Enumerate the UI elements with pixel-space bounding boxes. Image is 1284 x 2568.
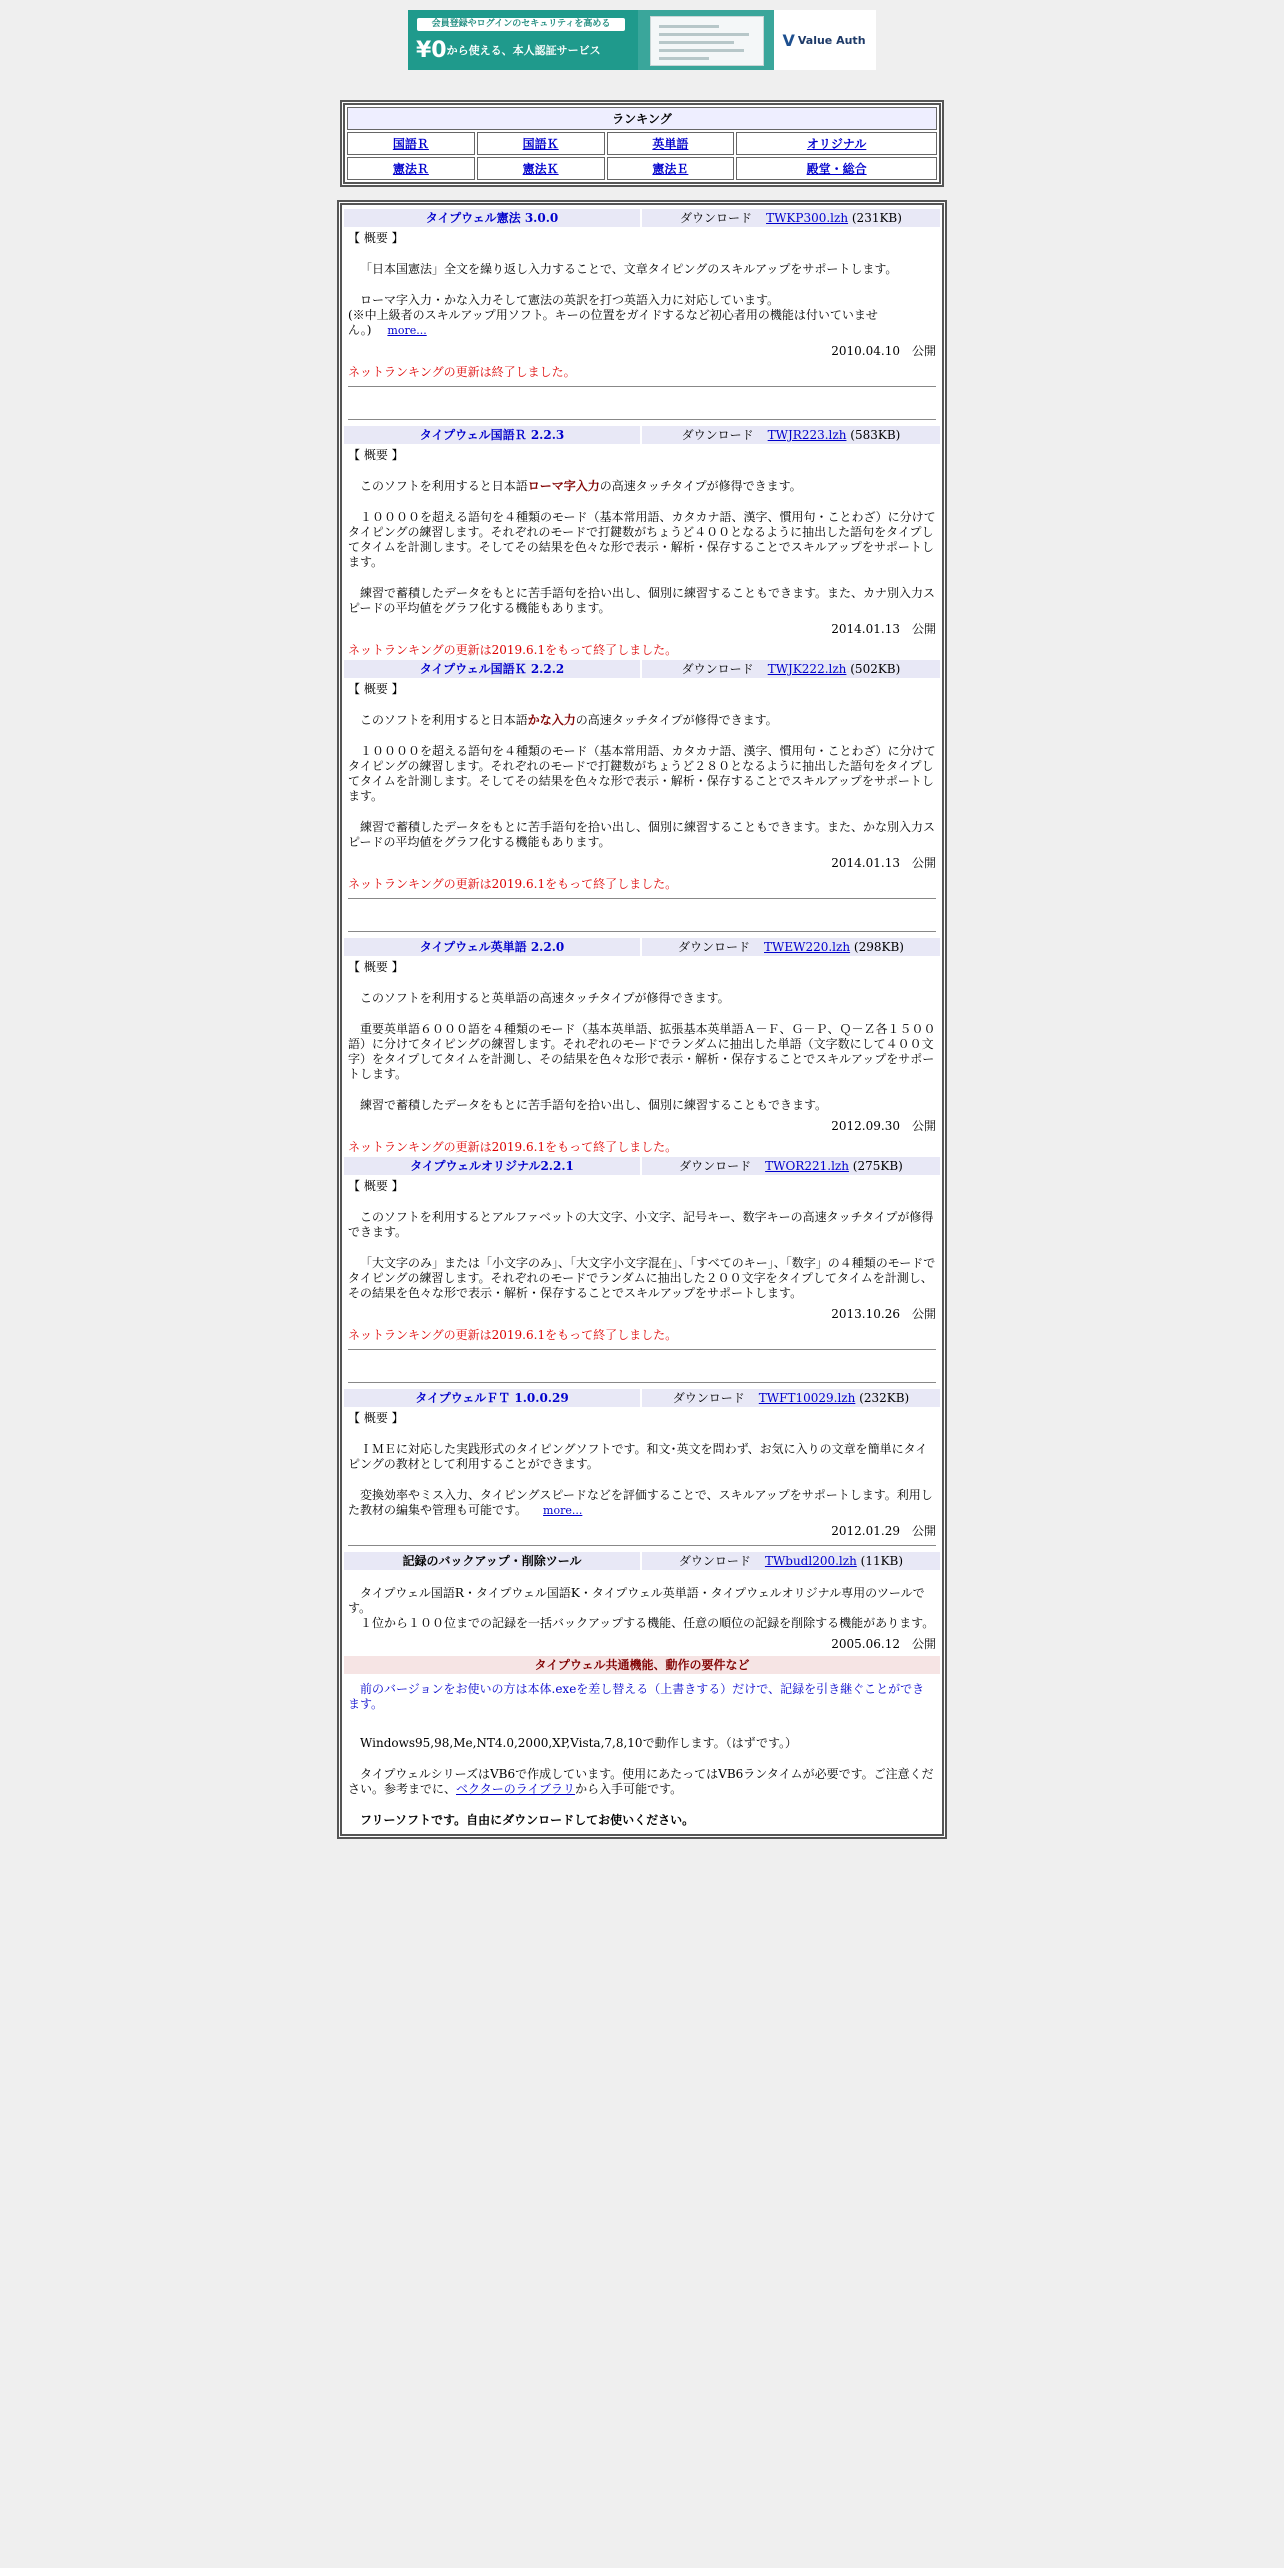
publish-date: 2010.04.10 公開 <box>831 344 936 358</box>
software-title: 記録のバックアップ・削除ツール <box>344 1552 640 1570</box>
download-link-eitango[interactable]: TWEW220.lzh <box>764 940 851 954</box>
file-size: (583KB) <box>850 428 901 442</box>
file-size: (275KB) <box>852 1159 903 1173</box>
file-size: (502KB) <box>850 662 901 676</box>
divider <box>348 931 936 932</box>
description: 「日本国憲法」全文を繰り返し入力することで、文章タイピングのスキルアップをサポートします。 <box>360 262 898 276</box>
runtime-note: タイプウェルシリーズはVB6で作成しています。使用にあたってはVB6ランタイムが必要です。ご注意ください。参考までに、ベクターのライブラリから入手可能です。 <box>348 1767 934 1796</box>
ad-banner[interactable] <box>408 10 876 70</box>
section-eitango <box>344 938 940 1155</box>
description: 重要英単語６０００語を４種類のモード（基本英単語、拡張基本英単語Ａ－Ｆ、Ｇ－Ｐ、Ｑ－Ｚ各１５００語）に分けてタイピングの練習します。それぞれのモードでランダムに抽出した単語（文字数にして４００文字）をタイプしてタイムを計測し、その結果を色々な形で表示・解析・保存することでスキルアップをサポートします。 <box>348 1022 936 1081</box>
description: (※中上級者のスキルアップ用ソフト。キーの位置をガイドするなど初心者用の機能は付いていません。) more... <box>348 308 878 337</box>
ad-banner-headline <box>416 38 601 63</box>
description: このソフトを利用すると英単語の高速タッチタイプが修得できます。 <box>360 991 730 1005</box>
divider <box>348 419 936 420</box>
overview-label: 【 概要 】 <box>348 231 404 245</box>
ranking-table <box>340 100 944 187</box>
file-size: (232KB) <box>859 1391 910 1405</box>
upgrade-note: 前のバージョンをお使いの方は本体.exeを差し替える（上書きする）だけで、記録を引き継ぐことができます。 <box>348 1682 925 1711</box>
os-requirements: Windows95,98,Me,NT4.0,2000,XP,Vista,7,8,10で動作します。（はずです。） <box>360 1736 798 1750</box>
ad-banner-text-panel <box>408 10 638 70</box>
download-label: ダウンロード <box>681 662 754 676</box>
ad-banner-logo <box>774 10 874 70</box>
publish-date: 2013.10.26 公開 <box>831 1307 936 1321</box>
ranking-link-kokugo-k[interactable]: 国語Ｋ <box>522 137 559 151</box>
description: 練習で蓄積したデータをもとに苦手語句を拾い出し、個別に練習することもできます。また、かな別入力スピードの平均値をグラフ化する機能もあります。 <box>348 820 936 849</box>
section-ft <box>344 1389 940 1546</box>
section-common-features <box>344 1674 940 1828</box>
download-link-kokugo-r[interactable]: TWJR223.lzh <box>767 428 847 442</box>
section-kokugo-k <box>344 660 940 932</box>
description: このソフトを利用すると日本語かな入力の高速タッチタイプが修得できます。 <box>360 713 778 727</box>
divider <box>348 898 936 899</box>
ranking-ended-note: ネットランキングの更新は終了しました。 <box>348 365 576 379</box>
software-title: タイプウェル国語Ｒ 2.2.3 <box>344 426 640 444</box>
description: タイプウェル国語R・タイプウェル国語K・タイプウェル英単語・タイプウェルオリジナル専用のツールです。 <box>348 1586 925 1615</box>
ranking-link-eitango[interactable]: 英単語 <box>652 137 689 151</box>
overview-label: 【 概要 】 <box>348 1179 404 1193</box>
overview-label: 【 概要 】 <box>348 682 404 696</box>
section-original <box>344 1157 940 1383</box>
section-kenpo <box>344 209 940 420</box>
software-title: タイプウェルＦＴ 1.0.0.29 <box>344 1389 640 1407</box>
divider <box>348 386 936 387</box>
software-title: タイプウェルオリジナル2.2.1 <box>344 1157 640 1175</box>
description: 練習で蓄積したデータをもとに苦手語句を拾い出し、個別に練習することもできます。 <box>360 1098 828 1112</box>
vector-library-link[interactable]: ベクターのライブラリ <box>456 1782 576 1796</box>
description: １００００を超える語句を４種類のモード（基本常用語、カタカナ語、漢字、慣用句・ことわざ）に分けてタイピングの練習します。それぞれのモードで打鍵数がちょうど２８０となるように抽出した語句をタイプしてタイムを計測します。そしてその結果を色々な形で表示・解析・保存することでスキルアップをサポートします。 <box>348 744 936 803</box>
publish-date: 2005.06.12 公開 <box>831 1637 936 1651</box>
divider <box>348 1545 936 1546</box>
ranking-ended-note: ネットランキングの更新は2019.6.1をもって終了しました。 <box>348 1140 678 1154</box>
ranking-link-original[interactable]: オリジナル <box>806 137 867 151</box>
download-label: ダウンロード <box>679 1159 752 1173</box>
freeware-note: フリーソフトです。自由にダウンロードしてお使いください。 <box>360 1813 695 1827</box>
overview-label: 【 概要 】 <box>348 960 404 974</box>
download-label: ダウンロード <box>678 1554 751 1568</box>
software-list <box>337 200 947 1839</box>
more-link[interactable]: more... <box>387 324 427 337</box>
ranking-link-kenpo-k[interactable]: 憲法Ｋ <box>522 162 559 176</box>
common-features-title: タイプウェル共通機能、動作の要件など <box>344 1656 940 1674</box>
download-link-original[interactable]: TWOR221.lzh <box>765 1159 849 1173</box>
ranking-title: ランキング <box>347 107 937 130</box>
publish-date: 2014.01.13 公開 <box>831 622 936 636</box>
ad-banner-screen-image <box>650 16 764 66</box>
ranking-ended-note: ネットランキングの更新は2019.6.1をもって終了しました。 <box>348 1328 678 1342</box>
publish-date: 2014.01.13 公開 <box>831 856 936 870</box>
ad-banner-screenshot <box>638 10 774 70</box>
description: １００００を超える語句を４種類のモード（基本常用語、カタカナ語、漢字、慣用句・ことわざ）に分けてタイピングの練習します。それぞれのモードで打鍵数がちょうど４００となるように抽出した語句をタイプしてタイムを計測します。そしてその結果を色々な形で表示・解析・保存することでスキルアップをサポートします。 <box>348 510 936 569</box>
download-link-ft[interactable]: TWFT10029.lzh <box>758 1391 856 1405</box>
section-backup-tool <box>344 1552 940 1652</box>
file-size: (11KB) <box>860 1554 904 1568</box>
ad-banner-area <box>0 0 1284 78</box>
ad-banner-brand: Value Auth <box>797 33 866 47</box>
description: 「大文字のみ」または「小文字のみ」、「大文字小文字混在」、「すべてのキー」、「数字」の４種類のモードでタイピングの練習します。それぞれのモードでランダムに抽出した２００文字をタイプしてタイムを計測し、その結果を色々な形で表示・解析・保存することでスキルアップをサポートします。 <box>348 1256 936 1300</box>
overview-label: 【 概要 】 <box>348 1411 404 1425</box>
file-size: (231KB) <box>851 211 902 225</box>
ranking-link-hall-of-fame[interactable]: 殿堂・総合 <box>806 162 867 176</box>
ranking-link-kenpo-e[interactable]: 憲法Ｅ <box>652 162 689 176</box>
download-link-kokugo-k[interactable]: TWJK222.lzh <box>767 662 847 676</box>
software-title: タイプウェル憲法 3.0.0 <box>344 209 640 227</box>
publish-date: 2012.09.30 公開 <box>831 1119 936 1133</box>
description: このソフトを利用すると日本語ローマ字入力の高速タッチタイプが修得できます。 <box>360 479 802 493</box>
ad-banner-pill: 会員登録やログインのセキュリティを高める <box>417 18 625 31</box>
divider <box>348 1349 936 1350</box>
description: 変換効率やミス入力、タイピングスピードなどを評価することで、スキルアップをサポートします。利用した教材の編集や管理も可能です。 more... <box>348 1488 933 1517</box>
description: ローマ字入力・かな入力そして憲法の英訳を打つ英語入力に対応しています。 <box>360 293 780 307</box>
section-kokugo-r <box>344 426 940 658</box>
description: このソフトを利用するとアルファベットの大文字、小文字、記号キー、数字キーの高速タッチタイプが修得できます。 <box>348 1210 934 1239</box>
ranking-link-kokugo-r[interactable]: 国語Ｒ <box>392 137 429 151</box>
download-label: ダウンロード <box>672 1391 745 1405</box>
value-auth-logo-icon: V <box>782 30 795 50</box>
description: １位から１００位までの記録を一括バックアップする機能、任意の順位の記録を削除する機能があります。 <box>360 1616 935 1630</box>
ranking-link-kenpo-r[interactable]: 憲法Ｒ <box>392 162 429 176</box>
ranking-ended-note: ネットランキングの更新は2019.6.1をもって終了しました。 <box>348 877 678 891</box>
divider <box>348 1382 936 1383</box>
ranking-ended-note: ネットランキングの更新は2019.6.1をもって終了しました。 <box>348 643 678 657</box>
download-label: ダウンロード <box>678 940 751 954</box>
more-link[interactable]: more... <box>543 1504 583 1517</box>
download-link-kenpo[interactable]: TWKP300.lzh <box>766 211 849 225</box>
overview-label: 【 概要 】 <box>348 448 404 462</box>
description: ＩＭＥに対応した実践形式のタイピングソフトです。和文･英文を問わず、お気に入りの文章を簡単にタイピングの教材として利用することができます。 <box>348 1442 928 1471</box>
download-link-backup[interactable]: TWbudl200.lzh <box>764 1554 857 1568</box>
file-size: (298KB) <box>853 940 904 954</box>
download-label: ダウンロード <box>681 428 754 442</box>
publish-date: 2012.01.29 公開 <box>831 1524 936 1538</box>
software-title: タイプウェル国語Ｋ 2.2.2 <box>344 660 640 678</box>
software-title: タイプウェル英単語 2.2.0 <box>344 938 640 956</box>
ad-banner-price: ¥0 <box>416 38 447 63</box>
ad-banner-tagline: から使える、本人認証サービス <box>446 44 601 57</box>
description: 練習で蓄積したデータをもとに苦手語句を拾い出し、個別に練習することもできます。また、カナ別入力スピードの平均値をグラフ化する機能もあります。 <box>348 586 936 615</box>
download-label: ダウンロード <box>680 211 753 225</box>
